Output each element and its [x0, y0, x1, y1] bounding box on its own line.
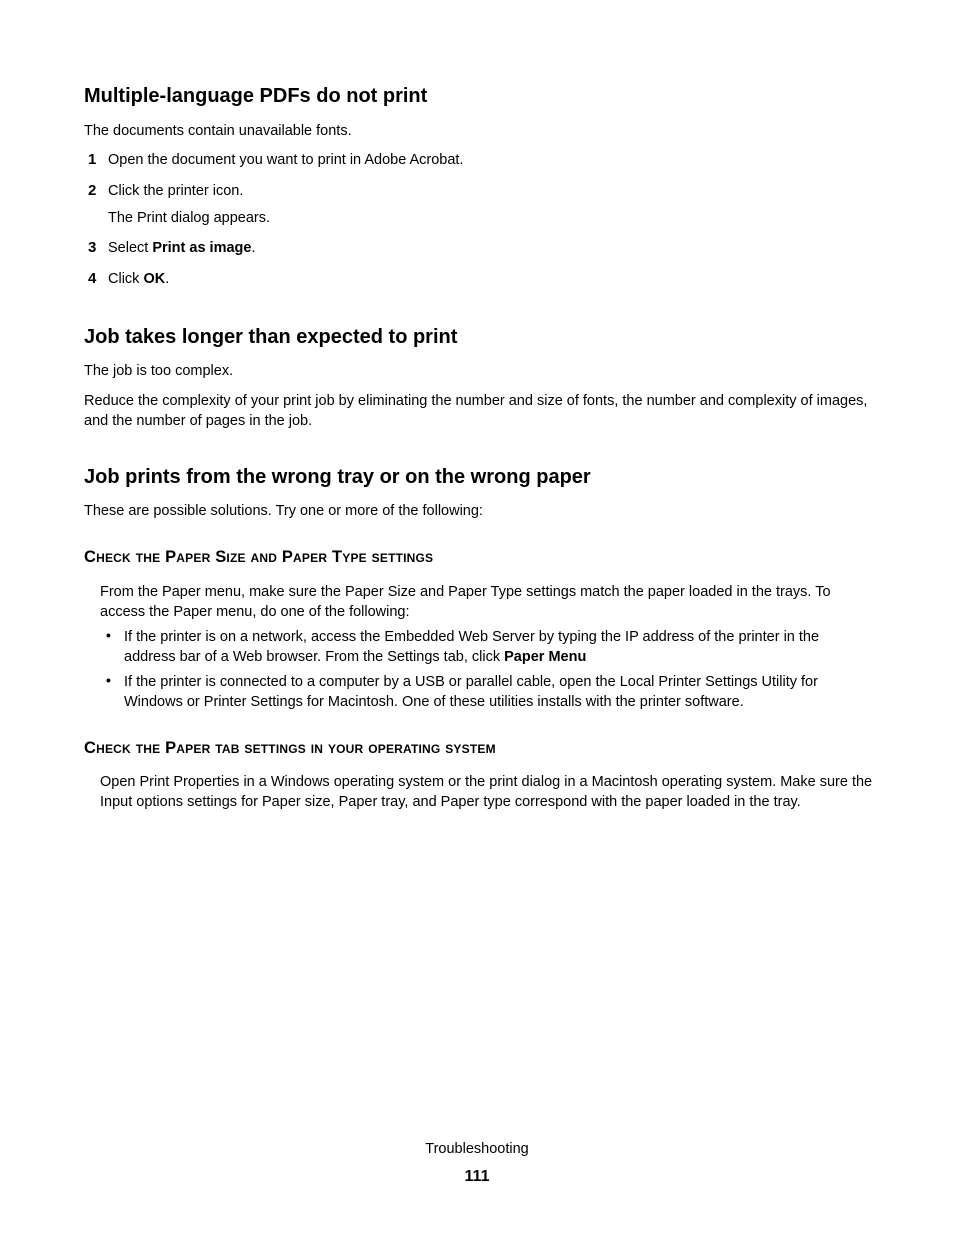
subsection-body: Open Print Properties in a Windows operating system or the print dialog in a Macintosh operating system. Make sure the Input options settings for Paper size, Paper tray, and Paper type correspond with the paper loaded in the tray.	[100, 774, 873, 810]
ui-term-ok: OK	[143, 271, 166, 287]
ui-term-paper-menu: Paper Menu	[504, 649, 587, 665]
section-heading-wrong-tray: Job prints from the wrong tray or on the wrong paper	[84, 466, 591, 488]
step-note: The Print dialog appears.	[108, 210, 271, 226]
subsection-heading-paper-tab-settings: Check the Paper tab settings in your operating system	[84, 739, 496, 757]
bullet-icon: •	[106, 627, 111, 643]
ui-term-print-as-image: Print as image	[152, 240, 252, 256]
section-intro: The documents contain unavailable fonts.	[84, 123, 352, 139]
section-heading-job-takes-longer: Job takes longer than expected to print	[84, 326, 458, 348]
step-number: 3	[88, 239, 97, 256]
bullet-item: If the printer is connected to a computer by a USB or parallel cable, open the Local Printer Settings Utility for Windows or Printer Settings for Macintosh. One of these utilities installs with the printer software.	[124, 674, 818, 710]
step-number: 2	[88, 182, 97, 199]
footer-chapter-title: Troubleshooting	[425, 1141, 529, 1157]
step-text: Click the printer icon.	[108, 183, 244, 199]
step-number: 1	[88, 151, 97, 168]
step-text: Select Print as image.	[108, 240, 256, 256]
step-number: 4	[88, 270, 97, 287]
section-intro: The job is too complex.	[84, 363, 234, 379]
bullet-item: If the printer is on a network, access the Embedded Web Server by typing the IP address of the printer in the address bar of a Web browser. From the Settings tab, click Paper Menu	[124, 629, 820, 665]
subsection-body: From the Paper menu, make sure the Paper Size and Paper Type settings match the paper loaded in the trays. To access the Paper menu, do one of the following:	[100, 584, 831, 620]
step-text: Click OK.	[108, 271, 170, 287]
section-heading-multilanguage-pdfs: Multiple-language PDFs do not print	[84, 85, 428, 107]
page-number: 111	[464, 1168, 490, 1185]
section-intro: These are possible solutions. Try one or more of the following:	[84, 503, 483, 519]
subsection-heading-paper-size-type: Check the Paper Size and Paper Type settings	[84, 548, 434, 566]
bullet-icon: •	[106, 672, 111, 688]
step-text: Open the document you want to print in Adobe Acrobat.	[108, 152, 464, 168]
section-body: Reduce the complexity of your print job by eliminating the number and size of fonts, the number and complexity of images, and the number of pages in the job.	[84, 393, 868, 429]
